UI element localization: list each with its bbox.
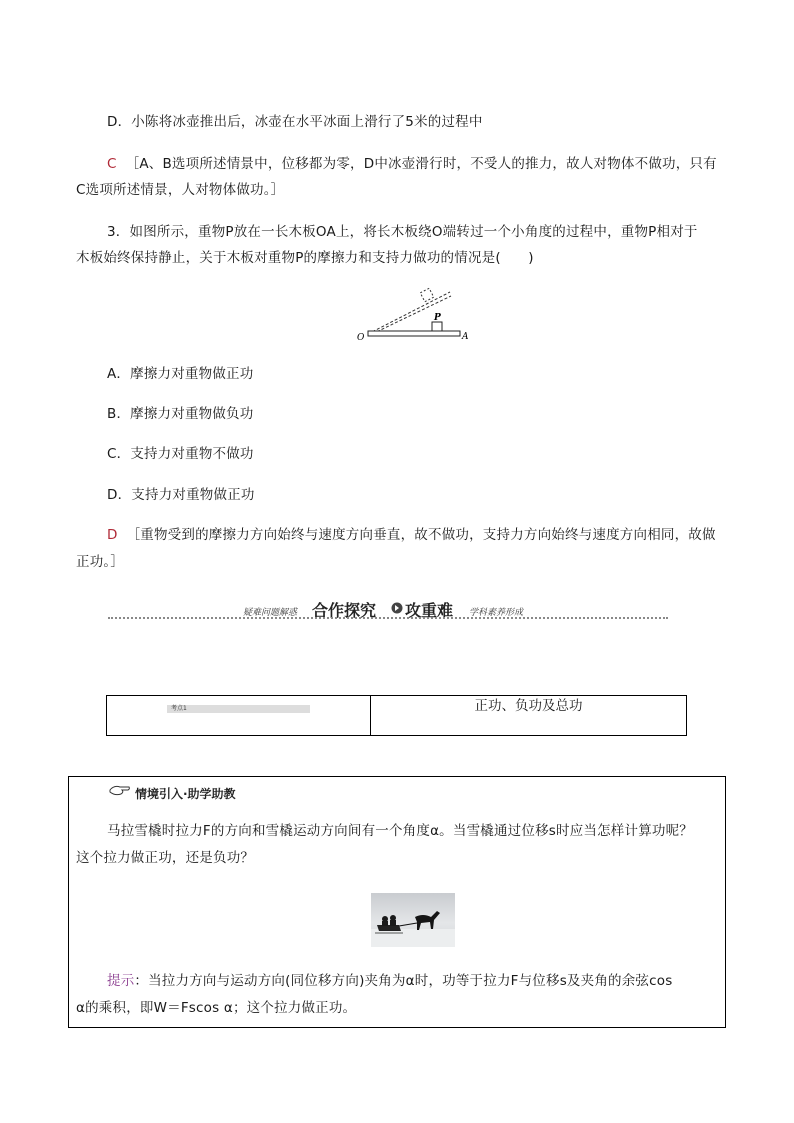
banner-main-1: 合作探究 [312, 601, 377, 620]
section-banner [108, 598, 668, 622]
rotated-block-dashed [420, 288, 433, 301]
banner-right-text: 学科素养形成 [469, 608, 524, 618]
board-oa [368, 331, 460, 336]
q3-option-d: D．支持力对重物做正功 [107, 487, 255, 503]
q3-option-b: B．摩擦力对重物做负功 [107, 406, 254, 422]
q2-answer-letter: C [107, 156, 117, 172]
q2-answer-line-1 [107, 151, 717, 177]
horse-sleigh-photo [371, 893, 455, 947]
label-p: P [434, 313, 441, 323]
topic-tag: 考点1 [167, 705, 310, 713]
hint-line-1 [107, 968, 672, 994]
hand-pointer-icon [109, 783, 131, 797]
label-a: A [462, 332, 469, 342]
context-para-2: 这个拉力做正功，还是负功？ [76, 850, 255, 866]
q3-option-c: C．支持力对重物不做功 [107, 446, 254, 462]
banner-arrow-icon [391, 602, 403, 614]
banner-left-text: 疑难问题解惑 [243, 608, 298, 618]
q3-answer-line-1 [107, 522, 716, 548]
hint-text-1: ：当拉力方向与运动方向(同位移方向)夹角为α时，功等于拉力F与位移s及夹角的余弦cos [134, 973, 673, 989]
q3-explanation-2: 正功。］ [76, 554, 125, 570]
q2-option-d: D．小陈将冰壶推出后，冰壶在水平冰面上滑行了5米的过程中 [107, 114, 483, 130]
q3-option-a: A．摩擦力对重物做正功 [107, 366, 254, 382]
hint-line-2: α的乘积，即W＝Fscos α；这个拉力做正功。 [76, 1000, 357, 1016]
label-o: O [357, 333, 365, 343]
banner-dotted-rule [108, 617, 668, 619]
incline-board-figure [350, 282, 480, 344]
hint-label: 提示 [107, 973, 135, 989]
q2-explanation-2: C选项所述情景，人对物体做功。］ [76, 182, 285, 198]
topic-heading: 正功、负功及总功 [474, 698, 583, 714]
q3-stem-1: 3．如图所示，重物P放在一长木板OA上，将长木板绕O端转过一个小角度的过程中，重物P相对于 [107, 224, 698, 240]
block-p [432, 322, 442, 331]
banner-main-2: 攻重难 [405, 601, 454, 620]
q2-explanation-1: ［A、B选项所述情景中，位移都为零，D中冰壶滑行时，不受人的推力，故人对物体不做功，只有 [125, 156, 717, 172]
q3-stem-2: 木板始终保持静止，关于木板对重物P的摩擦力和支持力做功的情况是( ) [76, 250, 534, 266]
topic-table [106, 695, 687, 736]
context-box-title: 情境引入·助学助教 [135, 787, 236, 801]
q3-answer-letter: D [107, 527, 118, 543]
context-para-1: 马拉雪橇时拉力F的方向和雪橇运动方向间有一个角度α。当雪橇通过位移s时应当怎样计算功呢？ [107, 823, 693, 839]
q3-explanation-1: ［重物受到的摩擦力方向始终与速度方向垂直，故不做功，支持力方向始终与速度方向相同，故做 [126, 527, 716, 543]
